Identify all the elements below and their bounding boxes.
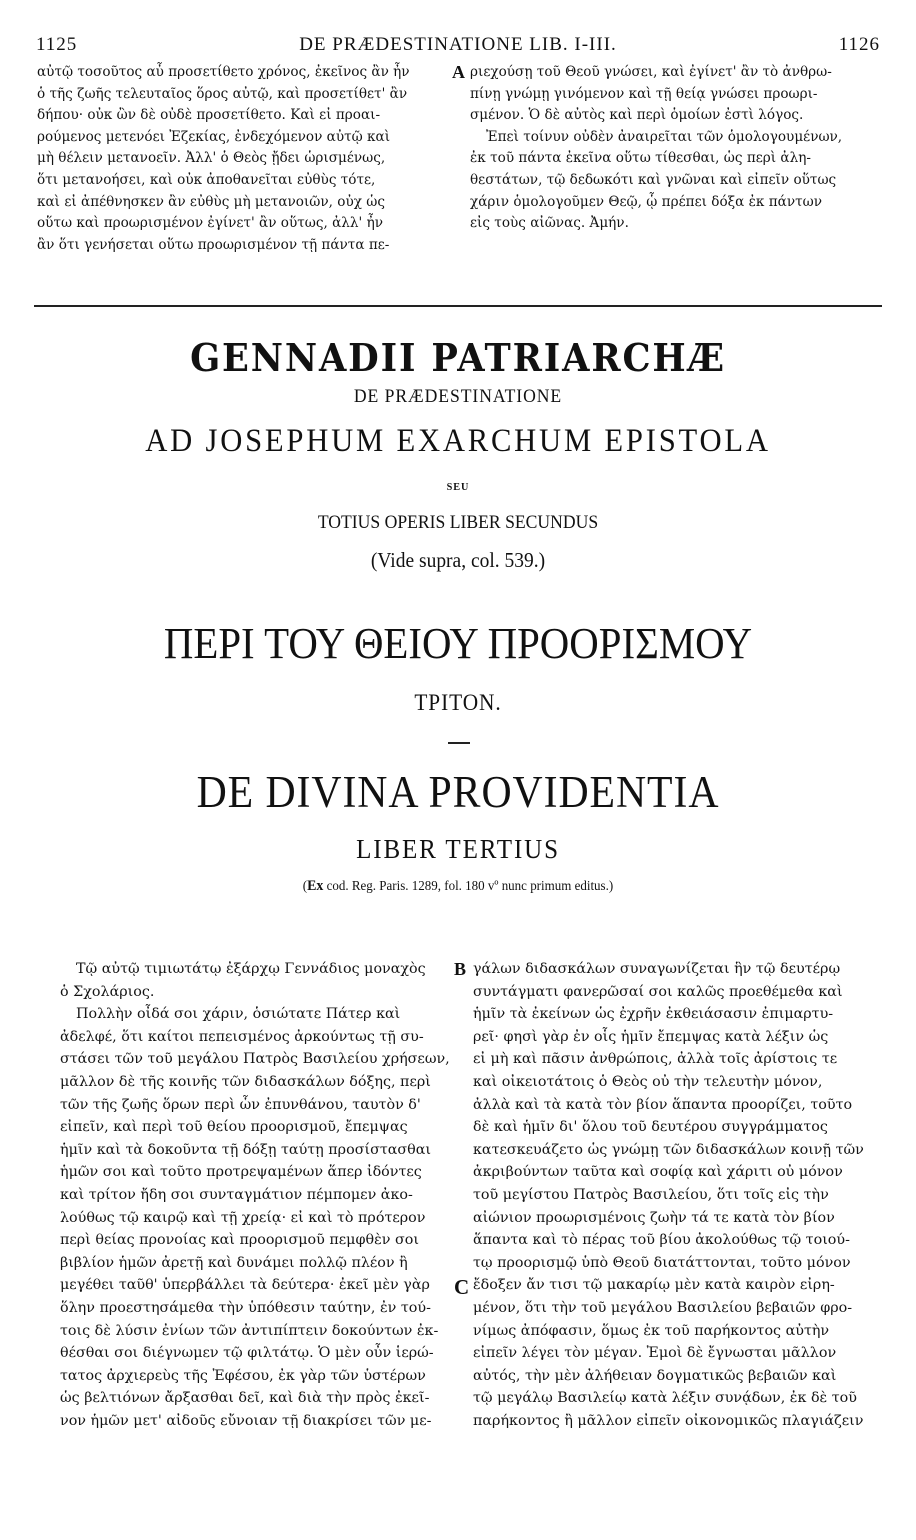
text-line: ἐκ τοῦ πάντα ἐκεῖνα οὕτω τίθεσθαι, ὡς περὶ ἀλη- — [470, 150, 811, 167]
text-line: λούθως τῷ καιρῷ καὶ τῇ χρείᾳ· εἰ καὶ τὸ πρότερον — [60, 1209, 426, 1226]
totius-heading: TOTIUS OPERIS LIBER SECUNDUS — [317, 512, 599, 533]
text-line: οὕτω καὶ προωρισμένον ἐγίνετ' ἂν οὕτως, ἀλλ' ἦν — [37, 215, 383, 232]
text-line: γάλων διδασκάλων συναγωνίζεται ἣν τῷ δευτέρῳ — [473, 961, 841, 977]
text-line: ἀκριβούντων ταῦτα καὶ σοφίᾳ καὶ χάριτι οὐ μόνον — [473, 1164, 843, 1181]
source-note-close: ) — [608, 879, 614, 894]
bottom-left-column — [60, 958, 454, 1432]
text-line: ὡς βελτιόνων ἄρξασθαι δεῖ, καὶ διὰ τὴν πρὸς ἐκεῖ- — [60, 1390, 430, 1407]
text-line: βιβλίον ἡμῶν ἀρετῇ καὶ δυνάμει πολλῷ πλέον ἢ — [60, 1254, 408, 1271]
text-line: αὐτῷ τοσοῦτος αὖ προσετίθετο χρόνος, ἐκεῖνος ἂν ἦν — [37, 64, 410, 80]
text-line: καὶ οἰκειοτάτοις ὁ Θεὸς οὐ τὴν τελευτὴν μόνον, — [473, 1073, 823, 1090]
source-note-ex: Ex — [307, 878, 324, 894]
text-line: ὁ τῆς ζωῆς τελευταῖος ὅρος αὐτῷ, καὶ προσετίθετ' ἂν — [37, 85, 408, 102]
text-line: δήπου· οὐκ ὢν δὲ οὐδὲ προσετίθετο. Καὶ εἰ προαι- — [37, 107, 381, 124]
text-line: τατος ἀρχιερεὺς τῆς Ἐφέσου, ἐκ γὰρ τῶν ὑστέρων — [60, 1367, 426, 1384]
latin-subtitle: LIBER TERTIUS — [356, 834, 560, 864]
text-line: καὶ εἰ ἀπέθνησκεν ἂν εὐθὺς μὴ μετανοιῶν, οὐχ ὡς — [37, 193, 385, 210]
text-line: ρεῖ· φησὶ γὰρ ἐν οἷς ἡμῖν ἔπεμψας κατὰ λέξιν ὡς — [473, 1028, 829, 1045]
text-line: θέσθαι σοι διέγνωμεν τῷ φιλτάτῳ. Ὁ μὲν οὖν ἱερώ- — [60, 1345, 434, 1362]
text-line: εἰπεῖν, καὶ περὶ τοῦ θείου προορισμοῦ, ἔπεμψας — [60, 1119, 408, 1136]
text-line: εἰς τοὺς αἰῶνας. Ἀμήν. — [470, 215, 629, 232]
text-line: θεστάτων, τῷ δεδωκότι καὶ γνῶναι καὶ εἰπεῖν οὕτως — [470, 171, 837, 188]
text-line: χάριν ὁμολογοῦμεν Θεῷ, ᾧ πρέπει δόξα ἐκ πάντων — [470, 193, 822, 210]
text-line: νον ἡμῶν μετ' αἰδοῦς εὔνοιαν τῇ διακρίσει τῶν με- — [60, 1412, 432, 1429]
text-line: παρήκοντος ἢ μᾶλλον εἰπεῖν οἰκονομικῶς πλαγιάζειν — [473, 1412, 864, 1429]
epistola-heading: AD JOSEPHUM EXARCHUM EPISTOLA — [145, 423, 771, 459]
title-dash — [448, 742, 470, 744]
text-line: τοῦ μεγίστου Πατρὸς Βασιλείου, ὅτι τοῖς εἰς τὴν — [473, 1186, 829, 1203]
text-line: ριεχούσῃ τοῦ Θεοῦ γνώσει, καὶ ἐγίνετ' ἂν τὸ ἀνθρω- — [470, 64, 832, 80]
text-line: μᾶλλον δὲ τῆς κοινῆς τῶν διδασκάλων δόξης, περὶ — [60, 1073, 431, 1090]
text-line: νίμως ἀπόφασιν, ὅμως ἐκ τοῦ παρήκοντος αὐτὴν — [473, 1322, 830, 1339]
latin-title: DE DIVINA PROVIDENTIA — [196, 767, 720, 817]
text-line: δὲ καὶ ἡμῖν δι' ὅλου τοῦ δευτέρου συγγράμματος — [473, 1119, 828, 1136]
source-note-open: ( — [302, 879, 308, 894]
text-line: συντάγματι φανερῶσαί σοι καλῶς προεθέμεθα καὶ — [473, 983, 843, 1000]
running-header — [36, 34, 880, 58]
text-line: καὶ τρίτον ἤδη σοι συνταγμάτιον πέμπομεν ἀκο- — [60, 1186, 413, 1203]
column-number-left: 1125 — [36, 34, 78, 55]
text-line: αὐτός, τὴν μὲν ἀλήθειαν δογματικῶς βεβαιῶν καὶ — [473, 1367, 837, 1384]
text-line: ἀλλὰ καὶ τὰ κατὰ τὸν βίον ἅπαντα προορίζει, τοῦτο — [473, 1096, 853, 1113]
text-line: ἀδελφέ, ὅτι καίτοι πεπεισμένος ἀρκούντως τῇ συ- — [60, 1028, 424, 1045]
text-line: τοις δὲ λύσιν ἐνίων τῶν ἀντιπίπτειν δοκούντων ἐκ- — [60, 1322, 439, 1339]
source-note-text: cod. Reg. Paris. 1289, fol. 180 vº nunc primum editus. — [323, 879, 609, 894]
text-line: σμένον. Ὁ δὲ αὐτὸς καὶ περὶ ὁμοίων ἐστὶ λόγος. — [470, 107, 804, 124]
text-line: στάσει τῶν τοῦ μεγάλου Πατρὸς Βασιλείου χρήσεων, — [60, 1051, 450, 1068]
text-line: ὁ Σχολάριος. — [60, 983, 155, 1000]
text-line: μένον, ὅτι τὴν τοῦ μεγάλου Βασιλείου βεβαιῶν φρο- — [473, 1299, 853, 1316]
author-heading: GENNADII PATRIARCHÆ — [190, 335, 726, 380]
text-line: ἂν ὅτι γενήσεται οὕτω προωρισμένον τῇ πάντα πε- — [37, 236, 390, 253]
text-line: πίνῃ γνώμῃ γινόμενον καὶ τῇ θείᾳ γνώσει προωρι- — [470, 85, 818, 102]
text-line: κατεσκευάζετο ὡς γνώμῃ τῶν διδασκάλων κοινῇ τῶν — [473, 1141, 864, 1158]
top-right-column — [470, 62, 882, 235]
text-line: ὅλην προεστησάμεθα τὴν ὑπόθεσιν ταύτην, ἐν τού- — [60, 1299, 431, 1316]
greek-subtitle: ΤΡΙΤΟΝ. — [414, 690, 502, 715]
text-line: εἰ μὴ καὶ πᾶσιν ἀνθρώποις, ἀλλὰ τοῖς ἀρίστοις τε — [473, 1051, 838, 1068]
top-left-column — [37, 62, 449, 256]
text-line: ἅπαντα καὶ τὸ πέρας τοῦ βίου ἀκολούθως τῷ τοιού- — [473, 1232, 850, 1249]
text-line: αἰώνιον προωρισμένοις ζωὴν τά τε κατὰ τὸν βίον — [473, 1209, 835, 1226]
margin-marker-a: A — [452, 62, 465, 82]
text-line: εἰπεῖν λέγει τὸν μέγαν. Ἐμοὶ δὲ ἔγνωσται μᾶλλον — [473, 1345, 837, 1362]
text-line: ἡμῖν τὰ ἐκείνων ὡς ἐχρῆν ἐκθειάσασιν ἐπιμαρτυ- — [473, 1006, 834, 1023]
bottom-right-column — [473, 958, 883, 1432]
text-line: Τῷ αὐτῷ τιμιωτάτῳ ἐξάρχῳ Γεννάδιος μοναχὸς — [76, 961, 426, 977]
text-line: τῶν τῆς ζωῆς ὅρων περὶ ὧν ἐπυνθάνου, ταυτὸν δ' — [60, 1096, 421, 1113]
text-line: ἔδοξεν ἄν τισι τῷ μακαρίῳ μὲν κατὰ καιρὸν εἰρη- — [473, 1277, 835, 1294]
text-line: ὅτι μετανοήσει, καὶ οὐκ ἀποθανεῖται εὐθὺς τότε, — [37, 171, 376, 188]
text-line: μεγέθει ταῦθ' ὑπερβάλλει τὰ δεύτερα· ἐκεῖ μὲν γὰρ — [60, 1277, 430, 1294]
text-line: τῷ μεγάλῳ Βασιλείῳ κατὰ λέξιν συνᾴδων, ἐκ δὲ τοῦ — [473, 1390, 857, 1407]
work-heading: DE PRÆDESTINATIONE — [353, 386, 563, 407]
margin-marker-b: B — [454, 959, 467, 979]
text-line: Πολλὴν οἶδά σοι χάριν, ὁσιώτατε Πάτερ καὶ — [76, 1006, 401, 1023]
margin-marker-c: C — [454, 1275, 470, 1299]
text-line: περὶ θείας προνοίας καὶ προορισμοῦ πεμφθὲν σοι — [60, 1232, 419, 1249]
section-divider — [34, 305, 882, 307]
source-note — [33, 878, 883, 895]
text-line: μὴ θέλειν μετανοεῖν. Ἀλλ' ὁ Θεὸς ᾔδει ὡρισμένως, — [37, 150, 386, 167]
text-line: Ἐπεὶ τοίνυν οὐδὲν ἀναιρεῖται τῶν ὁμολογουμένων, — [486, 128, 843, 145]
running-title: DE PRÆDESTINATIONE LIB. I-III. — [299, 34, 617, 55]
seu-conjunction: SEU — [446, 481, 470, 493]
cross-reference: (Vide supra, col. 539.) — [370, 548, 546, 572]
text-line: ρούμενος μετενόει Ἐζεκίας, ἐνδεχόμενον αὐτῷ καὶ — [37, 128, 391, 145]
text-line: ἡμῶν σοι καὶ τοῦτο προτρεψαμένων ἅπερ ἰδόντες — [60, 1164, 422, 1181]
column-number-right: 1126 — [838, 34, 880, 55]
text-line: τῳ προορισμῷ ὑπὸ Θεοῦ διατάττονται, τοῦτο μόνον — [473, 1254, 851, 1271]
text-line: ἡμῖν καὶ τὰ δοκοῦντα τῇ δόξῃ ταύτῃ προσίστασθαι — [60, 1141, 432, 1158]
greek-title: ΠΕΡΙ ΤΟΥ ΘΕΙΟΥ ΠΡΟΟΡΙΣΜΟΥ — [163, 619, 753, 668]
